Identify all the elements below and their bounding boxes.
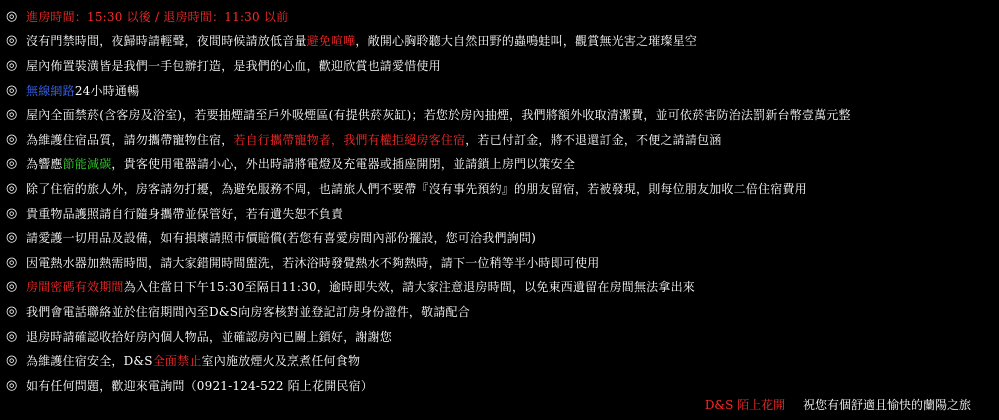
rule-item	[6, 176, 993, 201]
rule-segment: ，若已付訂金，將不退還訂金，不便之請請包涵	[465, 132, 722, 147]
rule-text	[26, 82, 139, 99]
rule-item	[6, 324, 993, 349]
bullet-icon: ◎	[6, 377, 18, 393]
rule-text	[26, 328, 392, 345]
rule-text	[26, 180, 807, 197]
rule-segment: 沒有門禁時間，夜歸時請輕聲，夜間時候請放低音量	[26, 34, 307, 49]
rule-highlight: 全面禁止	[152, 354, 202, 369]
bullet-icon: ◎	[6, 180, 18, 196]
rule-segment: 24小時通暢	[74, 83, 140, 98]
rule-segment: 如有任何問題，歡迎來電詢問（0921-124-522 陌上花開民宿）	[26, 378, 374, 393]
rule-segment: 請愛護一切用品及設備，如有損壞請照市價賠償(若您有喜愛房間內部份擺設，您可洽我們詢問)	[26, 231, 536, 246]
rule-segment: 我們會電話聯絡並於住宿期間內至D&S向房客核對並登記訂房身份證件，敬請配合	[26, 304, 470, 319]
rule-segment: 屋內佈置裝潢皆是我們一手包辦打造，是我們的心血，歡迎欣賞也請愛惜使用	[26, 58, 441, 73]
bullet-icon: ◎	[6, 131, 18, 147]
rule-segment: 因電熱水器加熱需時間，請大家錯開時間盥洗，若沐浴時發覺熱水不夠熱時，請下一位稍等半小時即可使用	[26, 255, 600, 270]
rule-item	[6, 201, 993, 226]
rule-item	[6, 78, 993, 103]
rule-text	[26, 303, 470, 320]
rule-text	[26, 278, 695, 295]
rule-segment: 為響應	[26, 157, 63, 172]
rule-item	[6, 299, 993, 324]
rule-segment: ，敞開心胸聆聽大自然田野的蟲鳴蛙叫，觀賞無光害之璀璨星空	[355, 34, 698, 49]
bullet-icon: ◎	[6, 57, 18, 73]
bullet-icon: ◎	[6, 353, 18, 369]
rule-item	[6, 29, 993, 54]
rule-text	[26, 106, 851, 123]
bullet-icon: ◎	[6, 205, 18, 221]
bullet-icon: ◎	[6, 328, 18, 344]
rule-segment: 退房時請確認收拾好房內個人物品，並確認房內已關上鎖好，謝謝您	[26, 329, 393, 344]
bullet-icon: ◎	[6, 82, 18, 98]
rule-item	[6, 348, 993, 373]
rule-item	[6, 250, 993, 275]
rule-text	[26, 32, 697, 49]
rule-segment: 除了住宿的旅人外，房客請勿打擾，為避免服務不周，也請旅人們不要帶『沒有事先預約』的朋友留宿，若被發現，則每位朋友加收二倍住宿費用	[26, 181, 807, 196]
rule-item	[6, 127, 993, 152]
rule-item	[6, 275, 993, 300]
bullet-icon: ◎	[6, 8, 18, 24]
rule-highlight: 房間密碼有效期間	[26, 280, 124, 295]
rule-segment: 貴重物品護照請自行隨身攜帶並保管好，若有遺失恕不負責	[26, 206, 344, 221]
rule-text	[26, 205, 343, 222]
rule-highlight: 避免喧嘩	[306, 34, 356, 49]
footer-tagline: 祝您有個舒適且愉快的蘭陽之旅	[802, 398, 971, 412]
rules-list	[6, 4, 993, 398]
rule-text	[26, 229, 536, 246]
bullet-icon: ◎	[6, 279, 18, 295]
rule-text	[26, 155, 575, 172]
rule-text	[26, 254, 599, 271]
rule-text	[26, 377, 373, 394]
rule-text	[26, 57, 441, 74]
rule-segment: 為入住當日下午15:30至隔日11:30，逾時即失效，請大家注意退房時間，以免東西遺留在房間無法拿出來	[123, 280, 695, 295]
rule-highlight: 進房時間：15:30 以後 / 退房時間：11:30 以前	[26, 9, 289, 24]
bullet-icon: ◎	[6, 33, 18, 49]
rule-item	[6, 102, 993, 127]
rule-segment: 屋內全面禁菸(含客房及浴室)，若要抽煙請至戶外吸煙區(有提供菸灰缸)；若您於房內抽煙，我們將額外收取清潔費，並可依菸害防治法罰新台幣壹萬元整	[26, 108, 851, 123]
rule-segment: 室內施放煙火及烹煮任何食物	[201, 354, 361, 369]
rule-highlight: 節能減碳	[62, 157, 112, 172]
rule-text	[26, 8, 288, 25]
rule-item	[6, 53, 993, 78]
bullet-icon: ◎	[6, 107, 18, 123]
rule-segment: 為維護住宿安全，D&S	[26, 354, 153, 369]
rule-segment: 為維護住宿品質，請勿攜帶寵物住宿，	[26, 132, 234, 147]
rule-item	[6, 373, 993, 398]
rule-highlight: 無線網路	[26, 83, 75, 98]
rule-item	[6, 4, 993, 29]
rule-item	[6, 152, 993, 177]
bullet-icon: ◎	[6, 156, 18, 172]
rule-segment: ，貴客使用電器請小心，外出時請將電燈及充電器或插座開閉，並請鎖上房門以策安全	[111, 157, 576, 172]
rule-text	[26, 352, 360, 369]
bullet-icon: ◎	[6, 254, 18, 270]
bullet-icon: ◎	[6, 230, 18, 246]
rule-item	[6, 225, 993, 250]
footer	[705, 396, 971, 413]
rule-text	[26, 131, 721, 148]
rule-highlight: 若自行攜帶寵物者，我們有權拒絕房客住宿	[233, 132, 466, 147]
bullet-icon: ◎	[6, 303, 18, 319]
footer-brand: D&S 陌上花開	[704, 398, 786, 412]
